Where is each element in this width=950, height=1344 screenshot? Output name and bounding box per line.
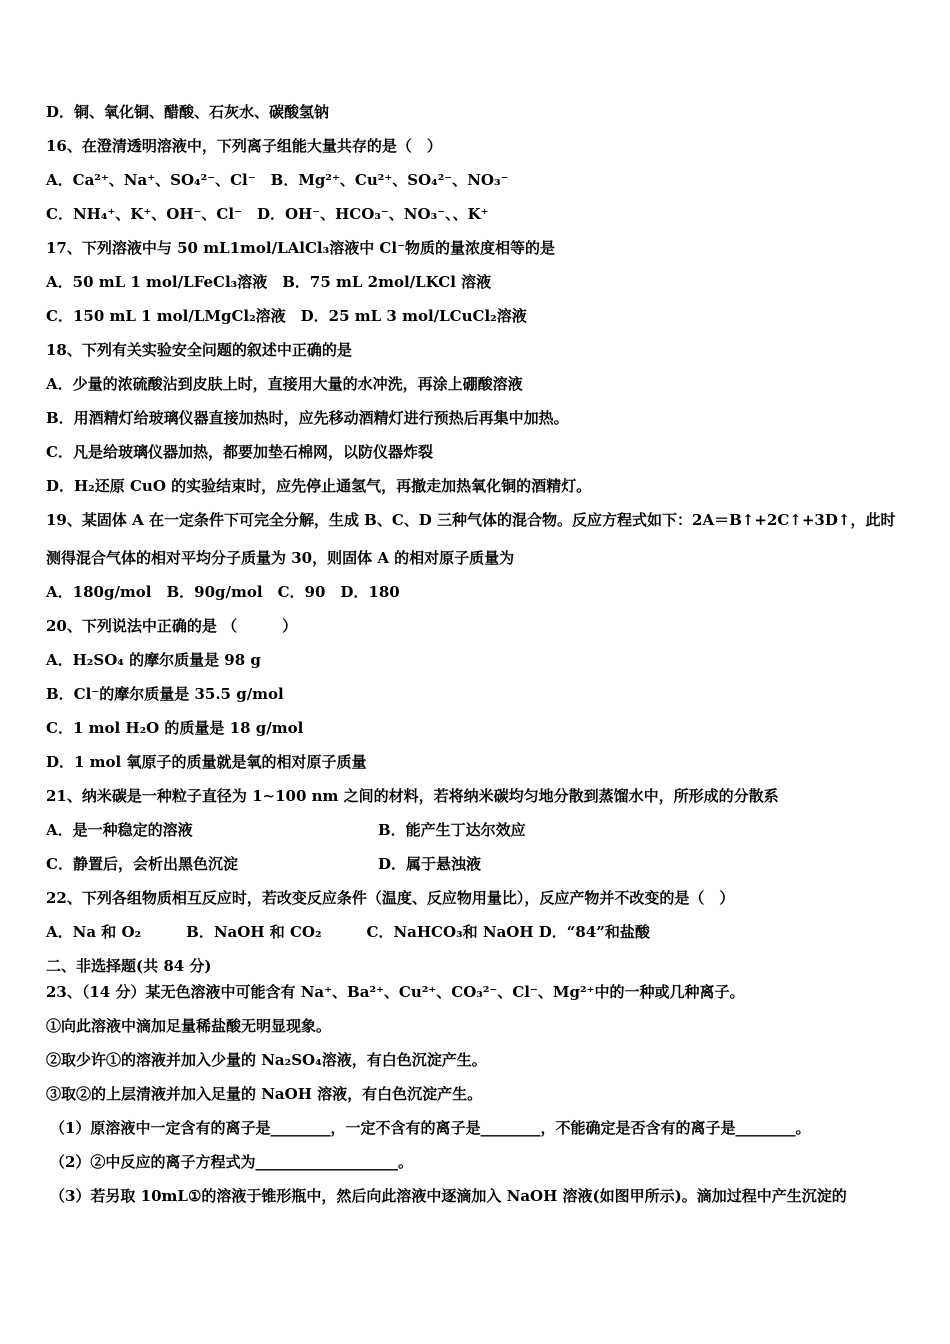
q23-step-1: ①向此溶液中滴加足量稀盐酸无明显现象。 — [46, 1017, 332, 1035]
q17-options-ab: A．50 mL 1 mol/LFeCl₃溶液 B．75 mL 2mol/LKCl 溶液 — [46, 273, 492, 291]
q18-stem: 18、下列有关实验安全问题的叙述中正确的是 — [46, 341, 352, 359]
q18-option-b: B．用酒精灯给玻璃仪器直接加热时，应先移动酒精灯进行预热后再集中加热。 — [46, 409, 569, 427]
q21-stem: 21、纳米碳是一种粒子直径为 1~100 nm 之间的材料，若将纳米碳均匀地分散到蒸馏水中，所形成的分散系 — [46, 787, 779, 805]
q20-option-a: A．H₂SO₄ 的摩尔质量是 98 g — [46, 651, 261, 669]
q19-stem-line2: 测得混合气体的相对平均分子质量为 30，则固体 A 的相对原子质量为 — [46, 549, 515, 567]
q16-stem: 16、在澄清透明溶液中，下列离子组能大量共存的是（ ） — [46, 137, 442, 155]
q18-option-d: D．H₂还原 CuO 的实验结束时，应先停止通氢气，再撤走加热氧化铜的酒精灯。 — [46, 477, 592, 495]
q20-option-c: C．1 mol H₂O 的质量是 18 g/mol — [46, 719, 304, 737]
q21-option-a: A．是一种稳定的溶液 — [46, 821, 193, 839]
section-heading: 二、非选择题(共 84 分) — [46, 957, 212, 975]
q23-step-3: ③取②的上层清液并加入足量的 NaOH 溶液，有白色沉淀产生。 — [46, 1085, 483, 1103]
q17-stem: 17、下列溶液中与 50 mL1mol/LAlCl₃溶液中 Cl⁻物质的量浓度相等的是 — [46, 239, 555, 257]
q21-option-d: D．属于悬浊液 — [378, 855, 482, 873]
q20-option-d: D．1 mol 氧原子的质量就是氧的相对原子质量 — [46, 753, 367, 771]
q18-option-a: A．少量的浓硫酸沾到皮肤上时，直接用大量的水冲洗，再涂上硼酸溶液 — [46, 375, 523, 393]
q18-option-c: C．凡是给玻璃仪器加热，都要加垫石棉网，以防仪器炸裂 — [46, 443, 433, 461]
q23-part-1: （1）原溶液中一定含有的离子是________，一定不含有的离子是________，不能确定是否含有的离子是________。 — [50, 1119, 811, 1137]
q19-stem-line1: 19、某固体 A 在一定条件下可完全分解，生成 B、C、D 三种气体的混合物。反应方程式如下：2A＝B↑+2C↑+3D↑，此时 — [46, 511, 896, 529]
q22-options: A．Na 和 O₂ B．NaOH 和 CO₂ C．NaHCO₃和 NaOH D．“84”和盐酸 — [46, 923, 650, 941]
q17-options-cd: C．150 mL 1 mol/LMgCl₂溶液 D．25 mL 3 mol/LCuCl₂溶液 — [46, 307, 527, 325]
q20-option-b: B．Cl⁻的摩尔质量是 35.5 g/mol — [46, 685, 284, 703]
q23-step-2: ②取少许①的溶液并加入少量的 Na₂SO₄溶液，有白色沉淀产生。 — [46, 1051, 487, 1069]
q23-part-2: （2）②中反应的离子方程式为___________________。 — [50, 1153, 413, 1171]
q15-option-d: D．铜、氧化铜、醋酸、石灰水、碳酸氢钠 — [46, 103, 330, 121]
q19-options: A．180g/mol B．90g/mol C．90 D．180 — [46, 583, 400, 601]
q22-stem: 22、下列各组物质相互反应时，若改变反应条件（温度、反应物用量比），反应产物并不改变的是（ ） — [46, 889, 735, 907]
q16-options-cd: C．NH₄⁺、K⁺、OH⁻、Cl⁻ D．OH⁻、HCO₃⁻、NO₃⁻、、K⁺ — [46, 205, 489, 223]
q16-options-ab: A．Ca²⁺、Na⁺、SO₄²⁻、Cl⁻ B．Mg²⁺、Cu²⁺、SO₄²⁻、NO₃⁻ — [46, 171, 509, 189]
q21-option-c: C．静置后，会析出黑色沉淀 — [46, 855, 238, 873]
q23-part-3: （3）若另取 10mL①的溶液于锥形瓶中，然后向此溶液中逐滴加入 NaOH 溶液(如图甲所示)。滴加过程中产生沉淀的 — [50, 1187, 847, 1205]
q23-stem: 23、（14 分）某无色溶液中可能含有 Na⁺、Ba²⁺、Cu²⁺、CO₃²⁻、Cl⁻、Mg²⁺中的一种或几种离子。 — [46, 983, 745, 1001]
q20-stem: 20、下列说法中正确的是 （ ） — [46, 617, 298, 635]
q21-option-b: B．能产生丁达尔效应 — [378, 821, 526, 839]
